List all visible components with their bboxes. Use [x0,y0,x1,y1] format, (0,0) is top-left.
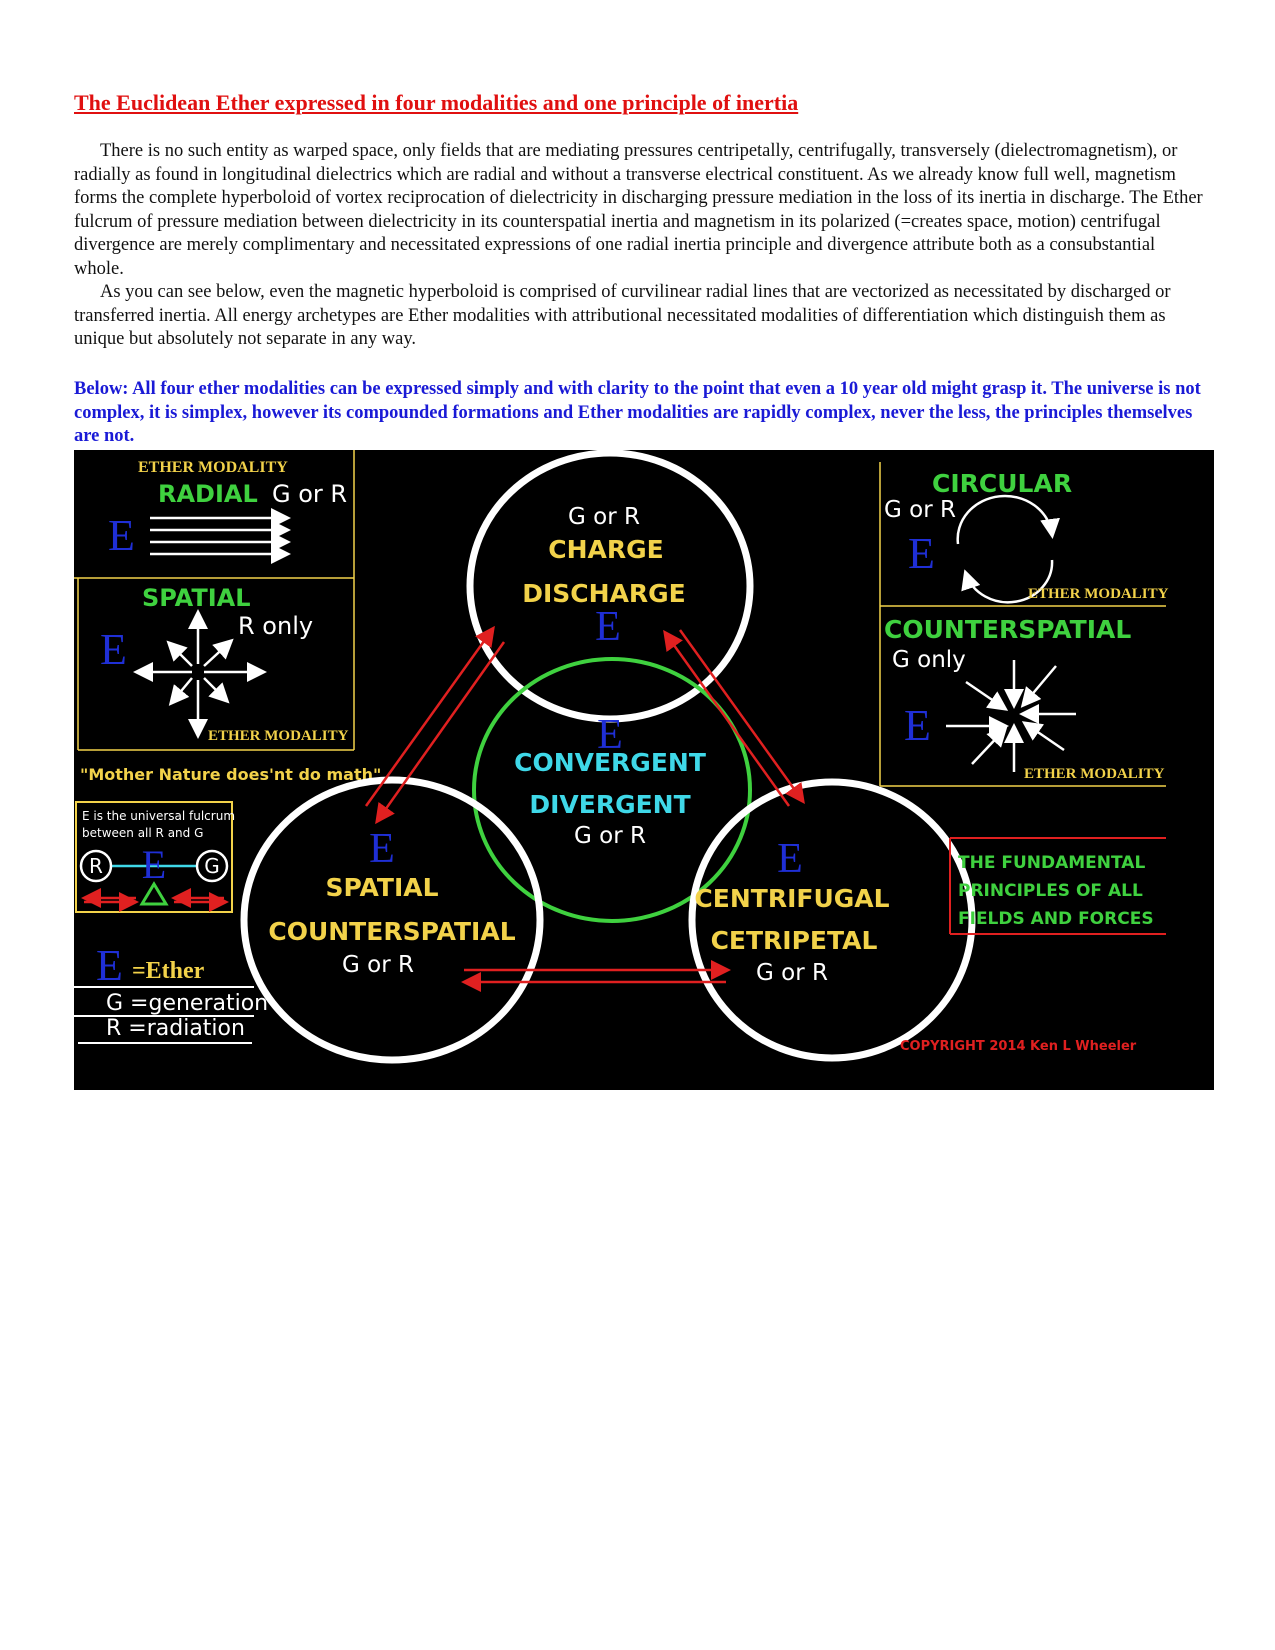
circular-qualifier: G or R [884,497,956,523]
fulcrum-arrows-icon [84,898,224,902]
fulcrum-line-2: between all R and G [82,826,204,840]
radial-qualifier: G or R [272,480,348,508]
right-circle-qualifier: G or R [756,960,828,986]
fulcrum-g-label: G [204,854,220,878]
center-circle-e-symbol: E [597,712,623,758]
fulcrum-triangle-icon [142,884,166,904]
paragraph-2: As you can see below, even the magnetic hyperboloid is comprised of curvilinear radial lines that are vectorized as necessitated by discharged or transferred inertia. All energy archetypes are Ether modalities with attributional necessitated modalities of differentiation which distinguish them as unique but absolutely not separate in any way. [74,282,1171,349]
radial-arrows-icon [150,518,286,554]
principles-line-1: THE FUNDAMENTAL [958,853,1146,873]
diagram-svg [74,450,1214,1090]
body-text [74,140,1204,352]
copyright-notice: COPYRIGHT 2014 Ken L Wheeler [900,1039,1137,1054]
legend [74,941,268,1043]
center-circle-divergent: DIVERGENT [529,790,691,819]
centrifugal-centripetal-circle [692,782,972,1058]
top-circle-discharge: DISCHARGE [522,579,686,608]
spatial-tag: ETHER MODALITY [208,728,349,744]
mother-nature-quote: "Mother Nature does'nt do math" [80,765,382,784]
legend-generation: G =generation [106,991,269,1016]
fulcrum-r-label: R [89,854,103,878]
ether-modalities-diagram [74,450,1214,1090]
legend-e-symbol: E [96,941,123,990]
counterspatial-inward-arrows-icon [946,660,1076,772]
center-circle-convergent: CONVERGENT [514,748,706,777]
fulcrum-box [76,802,235,912]
spatial-qualifier: R only [238,612,314,640]
right-circle-centrifugal: CENTRIFUGAL [694,884,890,913]
radial-e-symbol: E [108,511,135,560]
left-circle-qualifier: G or R [342,952,414,978]
top-circle-e-symbol: E [595,604,621,650]
paragraph-1: There is no such entity as warped space, only fields that are mediating pressures centripetally, centrifugally, transversely (dielectromagnetism), or radially as found in longitudinal dielectrics which are radial and without a transverse electrical constituent. As we already know full well, magnetism forms the complete hyperboloid of vortex reciprocation of dielectricity in discharging pressure mediation in the loss of its inertia in discharge. The Ether fulcrum of pressure mediation between dielectricity in its counterspatial inertia and magnetism in its polarized (=creates space, motion) centrifugal divergence are merely complimentary and necessitated expressions of one radial inertia principle and divergence attribute both as a consubstantial whole. [74,141,1203,279]
fulcrum-e-symbol: E [141,842,167,887]
top-circle-qualifier: G or R [568,504,640,530]
principles-line-3: FIELDS AND FORCES [958,909,1154,929]
radial-name: RADIAL [158,480,258,508]
principles-line-2: PRINCIPLES OF ALL [958,881,1143,901]
legend-radiation: R =radiation [106,1016,245,1041]
center-circle-qualifier: G or R [574,823,646,849]
spatial-e-symbol: E [100,625,127,674]
spatial-panel [78,578,354,750]
right-circle-e-symbol: E [777,836,803,882]
circular-name: CIRCULAR [932,469,1073,498]
counterspatial-panel [880,606,1166,786]
counterspatial-e-symbol: E [904,701,931,750]
fundamental-principles-box [950,838,1166,934]
page-title: The Euclidean Ether expressed in four modalities and one principle of inertia [74,90,799,115]
top-circle-charge: CHARGE [548,535,664,564]
legend-ether: =Ether [132,958,205,984]
spatial-name: SPATIAL [142,584,251,612]
left-circle-e-symbol: E [369,826,395,872]
radial-panel [74,450,354,578]
figure-caption: Below: All four ether modalities can be expressed simply and with clarity to the point that even a 10 year old might grasp it. The universe is not complex, it is simplex, however its compounded formations and Ether modalities are rapidly complex, never the less, the principles themselves are not. [74,379,1201,446]
counterspatial-name: COUNTERSPATIAL [884,615,1132,644]
fulcrum-line-1: E is the universal fulcrum [82,809,236,823]
counterspatial-tag: ETHER MODALITY [1024,766,1165,782]
left-circle-counterspatial: COUNTERSPATIAL [268,917,516,946]
counterspatial-qualifier: G only [892,647,966,673]
left-circle-spatial: SPATIAL [325,873,439,902]
circular-tag: ETHER MODALITY [1028,586,1169,602]
right-circle-cetripetal: CETRIPETAL [710,926,878,955]
radial-tag: ETHER MODALITY [138,459,288,476]
circular-panel [880,462,1169,606]
circular-e-symbol: E [908,529,935,578]
